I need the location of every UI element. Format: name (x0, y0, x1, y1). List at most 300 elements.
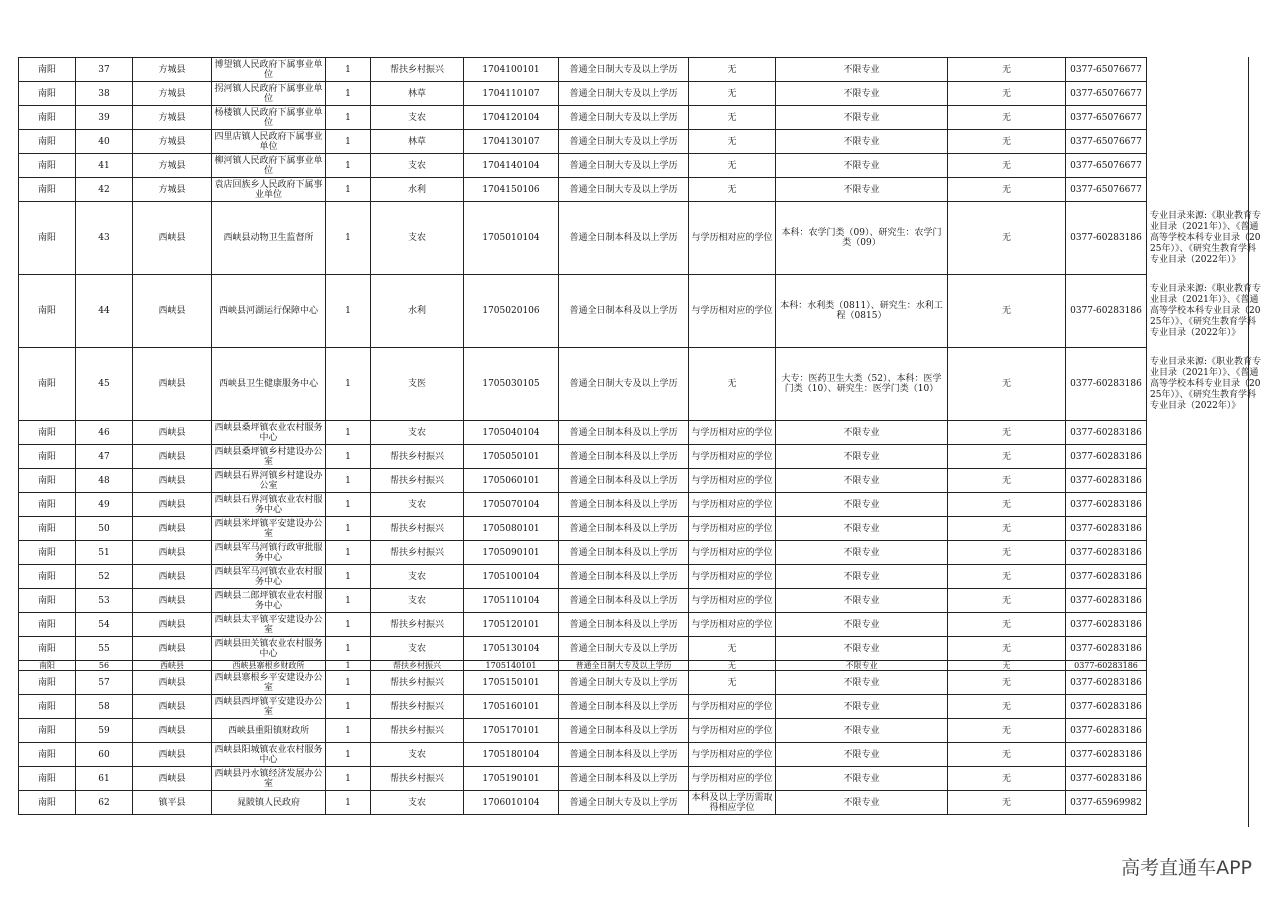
other-cell: 无 (948, 791, 1066, 815)
unit-cell: 西峡县军马河镇农业农村服务中心 (212, 565, 326, 589)
post-type-cell: 支农 (371, 202, 464, 275)
post-type-cell: 支农 (371, 791, 464, 815)
unit-cell: 西峡县寨根乡平安建设办公室 (212, 671, 326, 695)
phone-cell: 0377-60283186 (1066, 517, 1147, 541)
phone-cell: 0377-65076677 (1066, 82, 1147, 106)
major-cell: 不限专业 (776, 58, 948, 82)
major-cell: 不限专业 (776, 445, 948, 469)
count-cell: 1 (326, 202, 371, 275)
note-cell (1147, 695, 1265, 719)
unit-cell: 西峡县重阳镇财政所 (212, 719, 326, 743)
table-row (19, 743, 1265, 767)
count-cell: 1 (326, 445, 371, 469)
post-type-cell: 帮扶乡村振兴 (371, 58, 464, 82)
index-cell: 59 (76, 719, 133, 743)
post-code-cell: 1705070104 (464, 493, 559, 517)
unit-cell: 四里店镇人民政府下属事业单位 (212, 130, 326, 154)
education-cell: 普通全日制大专及以上学历 (559, 130, 689, 154)
education-cell: 普通全日制本科及以上学历 (559, 743, 689, 767)
degree-cell: 本科及以上学历需取得相应学位 (689, 791, 776, 815)
county-cell: 西峡县 (133, 565, 212, 589)
watermark: 高考直通车APP (1121, 857, 1252, 879)
education-cell: 普通全日制本科及以上学历 (559, 767, 689, 791)
note-cell (1147, 791, 1265, 815)
county-cell: 方城县 (133, 154, 212, 178)
major-cell: 不限专业 (776, 154, 948, 178)
degree-cell: 无 (689, 348, 776, 421)
post-type-cell: 林草 (371, 82, 464, 106)
major-cell: 本科：水利类（0811）、研究生：水利工程（0815） (776, 275, 948, 348)
city-cell: 南阳 (19, 445, 76, 469)
other-cell: 无 (948, 178, 1066, 202)
post-code-cell: 1705120101 (464, 613, 559, 637)
post-code-cell: 1704110107 (464, 82, 559, 106)
post-code-cell: 1705130104 (464, 637, 559, 661)
note-cell (1147, 743, 1265, 767)
major-cell: 不限专业 (776, 421, 948, 445)
right-border-line (1248, 57, 1249, 827)
city-cell: 南阳 (19, 178, 76, 202)
city-cell: 南阳 (19, 154, 76, 178)
other-cell: 无 (948, 767, 1066, 791)
count-cell: 1 (326, 469, 371, 493)
city-cell: 南阳 (19, 767, 76, 791)
unit-cell: 晁陂镇人民政府 (212, 791, 326, 815)
education-cell: 普通全日制本科及以上学历 (559, 275, 689, 348)
table-row (19, 565, 1265, 589)
note-cell (1147, 565, 1265, 589)
phone-cell: 0377-60283186 (1066, 695, 1147, 719)
phone-cell: 0377-65969982 (1066, 791, 1147, 815)
other-cell: 无 (948, 743, 1066, 767)
table-row (19, 348, 1265, 421)
post-type-cell: 帮扶乡村振兴 (371, 661, 464, 671)
degree-cell: 与学历相对应的学位 (689, 517, 776, 541)
note-cell (1147, 421, 1265, 445)
phone-cell: 0377-60283186 (1066, 541, 1147, 565)
major-cell: 不限专业 (776, 589, 948, 613)
note-cell (1147, 82, 1265, 106)
note-cell (1147, 493, 1265, 517)
post-code-cell: 1705090101 (464, 541, 559, 565)
unit-cell: 西峡县寨根乡财政所 (212, 661, 326, 671)
post-code-cell: 1705160101 (464, 695, 559, 719)
unit-cell: 西峡县石界河镇乡村建设办公室 (212, 469, 326, 493)
county-cell: 西峡县 (133, 493, 212, 517)
degree-cell: 与学历相对应的学位 (689, 589, 776, 613)
table-row (19, 445, 1265, 469)
table-row (19, 275, 1265, 348)
county-cell: 西峡县 (133, 589, 212, 613)
table-row (19, 791, 1265, 815)
phone-cell: 0377-60283186 (1066, 671, 1147, 695)
table-body (19, 58, 1265, 815)
major-cell: 不限专业 (776, 130, 948, 154)
count-cell: 1 (326, 178, 371, 202)
count-cell: 1 (326, 275, 371, 348)
education-cell: 普通全日制本科及以上学历 (559, 695, 689, 719)
education-cell: 普通全日制本科及以上学历 (559, 493, 689, 517)
phone-cell: 0377-60283186 (1066, 661, 1147, 671)
other-cell: 无 (948, 565, 1066, 589)
post-code-cell: 1705010104 (464, 202, 559, 275)
recruitment-table (18, 57, 1265, 815)
index-cell: 39 (76, 106, 133, 130)
post-type-cell: 帮扶乡村振兴 (371, 517, 464, 541)
county-cell: 西峡县 (133, 767, 212, 791)
other-cell: 无 (948, 58, 1066, 82)
degree-cell: 与学历相对应的学位 (689, 565, 776, 589)
index-cell: 53 (76, 589, 133, 613)
table-row (19, 637, 1265, 661)
post-code-cell: 1705180104 (464, 743, 559, 767)
education-cell: 普通全日制本科及以上学历 (559, 445, 689, 469)
unit-cell: 西峡县太平镇平安建设办公室 (212, 613, 326, 637)
other-cell: 无 (948, 82, 1066, 106)
education-cell: 普通全日制大专及以上学历 (559, 154, 689, 178)
post-code-cell: 1705110104 (464, 589, 559, 613)
other-cell: 无 (948, 469, 1066, 493)
other-cell: 无 (948, 661, 1066, 671)
degree-cell: 与学历相对应的学位 (689, 275, 776, 348)
unit-cell: 博望镇人民政府下属事业单位 (212, 58, 326, 82)
degree-cell: 与学历相对应的学位 (689, 541, 776, 565)
county-cell: 西峡县 (133, 719, 212, 743)
county-cell: 西峡县 (133, 637, 212, 661)
phone-cell: 0377-60283186 (1066, 565, 1147, 589)
post-code-cell: 1705140101 (464, 661, 559, 671)
degree-cell: 与学历相对应的学位 (689, 202, 776, 275)
city-cell: 南阳 (19, 541, 76, 565)
count-cell: 1 (326, 348, 371, 421)
education-cell: 普通全日制本科及以上学历 (559, 541, 689, 565)
count-cell: 1 (326, 58, 371, 82)
education-cell: 普通全日制本科及以上学历 (559, 613, 689, 637)
education-cell: 普通全日制大专及以上学历 (559, 791, 689, 815)
unit-cell: 拐河镇人民政府下属事业单位 (212, 82, 326, 106)
county-cell: 方城县 (133, 178, 212, 202)
other-cell: 无 (948, 541, 1066, 565)
education-cell: 普通全日制大专及以上学历 (559, 82, 689, 106)
phone-cell: 0377-60283186 (1066, 613, 1147, 637)
phone-cell: 0377-60283186 (1066, 445, 1147, 469)
post-code-cell: 1704150106 (464, 178, 559, 202)
count-cell: 1 (326, 637, 371, 661)
note-cell (1147, 671, 1265, 695)
count-cell: 1 (326, 767, 371, 791)
city-cell: 南阳 (19, 421, 76, 445)
city-cell: 南阳 (19, 613, 76, 637)
other-cell: 无 (948, 154, 1066, 178)
post-type-cell: 支农 (371, 565, 464, 589)
phone-cell: 0377-60283186 (1066, 637, 1147, 661)
other-cell: 无 (948, 445, 1066, 469)
major-cell: 不限专业 (776, 719, 948, 743)
city-cell: 南阳 (19, 469, 76, 493)
post-type-cell: 帮扶乡村振兴 (371, 613, 464, 637)
city-cell: 南阳 (19, 791, 76, 815)
index-cell: 60 (76, 743, 133, 767)
city-cell: 南阳 (19, 661, 76, 671)
county-cell: 西峡县 (133, 671, 212, 695)
post-code-cell: 1704130107 (464, 130, 559, 154)
index-cell: 44 (76, 275, 133, 348)
education-cell: 普通全日制本科及以上学历 (559, 421, 689, 445)
county-cell: 西峡县 (133, 695, 212, 719)
index-cell: 62 (76, 791, 133, 815)
index-cell: 46 (76, 421, 133, 445)
unit-cell: 西峡县卫生健康服务中心 (212, 348, 326, 421)
other-cell: 无 (948, 613, 1066, 637)
post-code-cell: 1705050101 (464, 445, 559, 469)
other-cell: 无 (948, 275, 1066, 348)
education-cell: 普通全日制大专及以上学历 (559, 58, 689, 82)
count-cell: 1 (326, 589, 371, 613)
count-cell: 1 (326, 671, 371, 695)
county-cell: 西峡县 (133, 445, 212, 469)
degree-cell: 无 (689, 671, 776, 695)
education-cell: 普通全日制本科及以上学历 (559, 589, 689, 613)
table-row (19, 106, 1265, 130)
county-cell: 西峡县 (133, 202, 212, 275)
index-cell: 38 (76, 82, 133, 106)
index-cell: 47 (76, 445, 133, 469)
degree-cell: 与学历相对应的学位 (689, 445, 776, 469)
table-row (19, 767, 1265, 791)
count-cell: 1 (326, 154, 371, 178)
other-cell: 无 (948, 517, 1066, 541)
phone-cell: 0377-65076677 (1066, 178, 1147, 202)
post-code-cell: 1706010104 (464, 791, 559, 815)
other-cell: 无 (948, 130, 1066, 154)
education-cell: 普通全日制本科及以上学历 (559, 517, 689, 541)
post-type-cell: 支农 (371, 493, 464, 517)
post-type-cell: 帮扶乡村振兴 (371, 445, 464, 469)
phone-cell: 0377-60283186 (1066, 493, 1147, 517)
education-cell: 普通全日制大专及以上学历 (559, 178, 689, 202)
unit-cell: 西峡县西坪镇平安建设办公室 (212, 695, 326, 719)
count-cell: 1 (326, 565, 371, 589)
table-row (19, 541, 1265, 565)
table-row (19, 178, 1265, 202)
post-code-cell: 1705030105 (464, 348, 559, 421)
post-type-cell: 帮扶乡村振兴 (371, 695, 464, 719)
major-cell: 不限专业 (776, 695, 948, 719)
degree-cell: 与学历相对应的学位 (689, 469, 776, 493)
city-cell: 南阳 (19, 82, 76, 106)
phone-cell: 0377-60283186 (1066, 743, 1147, 767)
unit-cell: 西峡县桑坪镇农业农村服务中心 (212, 421, 326, 445)
education-cell: 普通全日制大专及以上学历 (559, 637, 689, 661)
index-cell: 37 (76, 58, 133, 82)
county-cell: 方城县 (133, 106, 212, 130)
note-cell (1147, 106, 1265, 130)
other-cell: 无 (948, 589, 1066, 613)
note-cell (1147, 178, 1265, 202)
unit-cell: 杨楼镇人民政府下属事业单位 (212, 106, 326, 130)
unit-cell: 西峡县军马河镇行政审批服务中心 (212, 541, 326, 565)
phone-cell: 0377-65076677 (1066, 106, 1147, 130)
table-row (19, 493, 1265, 517)
count-cell: 1 (326, 613, 371, 637)
note-cell (1147, 469, 1265, 493)
table-row (19, 421, 1265, 445)
table-row (19, 661, 1265, 671)
post-code-cell: 1705100104 (464, 565, 559, 589)
count-cell: 1 (326, 421, 371, 445)
post-code-cell: 1705190101 (464, 767, 559, 791)
major-cell: 本科：农学门类（09）、研究生：农学门类（09） (776, 202, 948, 275)
county-cell: 西峡县 (133, 348, 212, 421)
phone-cell: 0377-60283186 (1066, 719, 1147, 743)
index-cell: 45 (76, 348, 133, 421)
post-type-cell: 支农 (371, 743, 464, 767)
post-code-cell: 1704120104 (464, 106, 559, 130)
degree-cell: 无 (689, 661, 776, 671)
city-cell: 南阳 (19, 130, 76, 154)
post-type-cell: 水利 (371, 178, 464, 202)
major-cell: 不限专业 (776, 613, 948, 637)
post-code-cell: 1704140104 (464, 154, 559, 178)
major-cell: 不限专业 (776, 767, 948, 791)
index-cell: 54 (76, 613, 133, 637)
education-cell: 普通全日制大专及以上学历 (559, 106, 689, 130)
education-cell: 普通全日制本科及以上学历 (559, 719, 689, 743)
post-type-cell: 帮扶乡村振兴 (371, 469, 464, 493)
post-code-cell: 1704100101 (464, 58, 559, 82)
major-cell: 不限专业 (776, 671, 948, 695)
note-cell (1147, 613, 1265, 637)
degree-cell: 与学历相对应的学位 (689, 743, 776, 767)
major-cell: 不限专业 (776, 178, 948, 202)
note-cell (1147, 589, 1265, 613)
phone-cell: 0377-60283186 (1066, 589, 1147, 613)
post-type-cell: 帮扶乡村振兴 (371, 671, 464, 695)
county-cell: 西峡县 (133, 469, 212, 493)
table-row (19, 695, 1265, 719)
education-cell: 普通全日制大专及以上学历 (559, 671, 689, 695)
degree-cell: 无 (689, 178, 776, 202)
unit-cell: 西峡县阳城镇农业农村服务中心 (212, 743, 326, 767)
table-row (19, 202, 1265, 275)
note-cell: 专业目录来源:《职业教育专业目录（2021年）》、《普通高等学校本科专业目录（2025年）》、《研究生教育学科专业目录（2022年）》 (1150, 283, 1262, 338)
major-cell: 不限专业 (776, 661, 948, 671)
education-cell: 普通全日制本科及以上学历 (559, 565, 689, 589)
degree-cell: 无 (689, 58, 776, 82)
count-cell: 1 (326, 130, 371, 154)
degree-cell: 与学历相对应的学位 (689, 767, 776, 791)
index-cell: 55 (76, 637, 133, 661)
city-cell: 南阳 (19, 106, 76, 130)
note-cell: 专业目录来源:《职业教育专业目录（2021年）》、《普通高等学校本科专业目录（2025年）》、《研究生教育学科专业目录（2022年）》 (1150, 356, 1262, 411)
phone-cell: 0377-60283186 (1066, 469, 1147, 493)
city-cell: 南阳 (19, 589, 76, 613)
unit-cell: 西峡县石界河镇农业农村服务中心 (212, 493, 326, 517)
other-cell: 无 (948, 202, 1066, 275)
county-cell: 西峡县 (133, 541, 212, 565)
post-type-cell: 支医 (371, 348, 464, 421)
major-cell: 不限专业 (776, 469, 948, 493)
note-cell (1147, 661, 1265, 671)
other-cell: 无 (948, 719, 1066, 743)
post-type-cell: 支农 (371, 637, 464, 661)
phone-cell: 0377-65076677 (1066, 58, 1147, 82)
county-cell: 西峡县 (133, 275, 212, 348)
major-cell: 不限专业 (776, 517, 948, 541)
count-cell: 1 (326, 82, 371, 106)
index-cell: 41 (76, 154, 133, 178)
city-cell: 南阳 (19, 517, 76, 541)
major-cell: 不限专业 (776, 493, 948, 517)
city-cell: 南阳 (19, 275, 76, 348)
index-cell: 52 (76, 565, 133, 589)
index-cell: 42 (76, 178, 133, 202)
count-cell: 1 (326, 719, 371, 743)
other-cell: 无 (948, 348, 1066, 421)
post-code-cell: 1705170101 (464, 719, 559, 743)
education-cell: 普通全日制大专及以上学历 (559, 348, 689, 421)
unit-cell: 西峡县田关镇农业农村服务中心 (212, 637, 326, 661)
note-cell (1147, 637, 1265, 661)
post-type-cell: 支农 (371, 154, 464, 178)
city-cell: 南阳 (19, 58, 76, 82)
major-cell: 大专：医药卫生大类（52）、本科：医学门类（10）、研究生：医学门类（10） (776, 348, 948, 421)
table-row (19, 154, 1265, 178)
table-row (19, 58, 1265, 82)
phone-cell: 0377-65076677 (1066, 154, 1147, 178)
major-cell: 不限专业 (776, 106, 948, 130)
table-row (19, 613, 1265, 637)
county-cell: 西峡县 (133, 613, 212, 637)
city-cell: 南阳 (19, 671, 76, 695)
note-cell (1147, 130, 1265, 154)
degree-cell: 无 (689, 154, 776, 178)
major-cell: 不限专业 (776, 743, 948, 767)
note-cell (1147, 719, 1265, 743)
count-cell: 1 (326, 541, 371, 565)
note-cell (1147, 767, 1265, 791)
other-cell: 无 (948, 421, 1066, 445)
other-cell: 无 (948, 106, 1066, 130)
unit-cell: 西峡县二郎坪镇农业农村服务中心 (212, 589, 326, 613)
table-row (19, 589, 1265, 613)
city-cell: 南阳 (19, 202, 76, 275)
post-type-cell: 支农 (371, 421, 464, 445)
note-cell (1147, 541, 1265, 565)
degree-cell: 与学历相对应的学位 (689, 695, 776, 719)
county-cell: 方城县 (133, 58, 212, 82)
post-type-cell: 支农 (371, 589, 464, 613)
index-cell: 56 (76, 661, 133, 671)
count-cell: 1 (326, 517, 371, 541)
post-code-cell: 1705080101 (464, 517, 559, 541)
county-cell: 西峡县 (133, 661, 212, 671)
note-cell (1147, 154, 1265, 178)
index-cell: 61 (76, 767, 133, 791)
index-cell: 51 (76, 541, 133, 565)
count-cell: 1 (326, 106, 371, 130)
phone-cell: 0377-60283186 (1066, 348, 1147, 421)
unit-cell: 袁店回族乡人民政府下属事业单位 (212, 178, 326, 202)
unit-cell: 西峡县米坪镇平安建设办公室 (212, 517, 326, 541)
other-cell: 无 (948, 695, 1066, 719)
table-row (19, 82, 1265, 106)
phone-cell: 0377-60283186 (1066, 202, 1147, 275)
city-cell: 南阳 (19, 348, 76, 421)
unit-cell: 西峡县桑坪镇乡村建设办公室 (212, 445, 326, 469)
post-type-cell: 帮扶乡村振兴 (371, 719, 464, 743)
county-cell: 镇平县 (133, 791, 212, 815)
